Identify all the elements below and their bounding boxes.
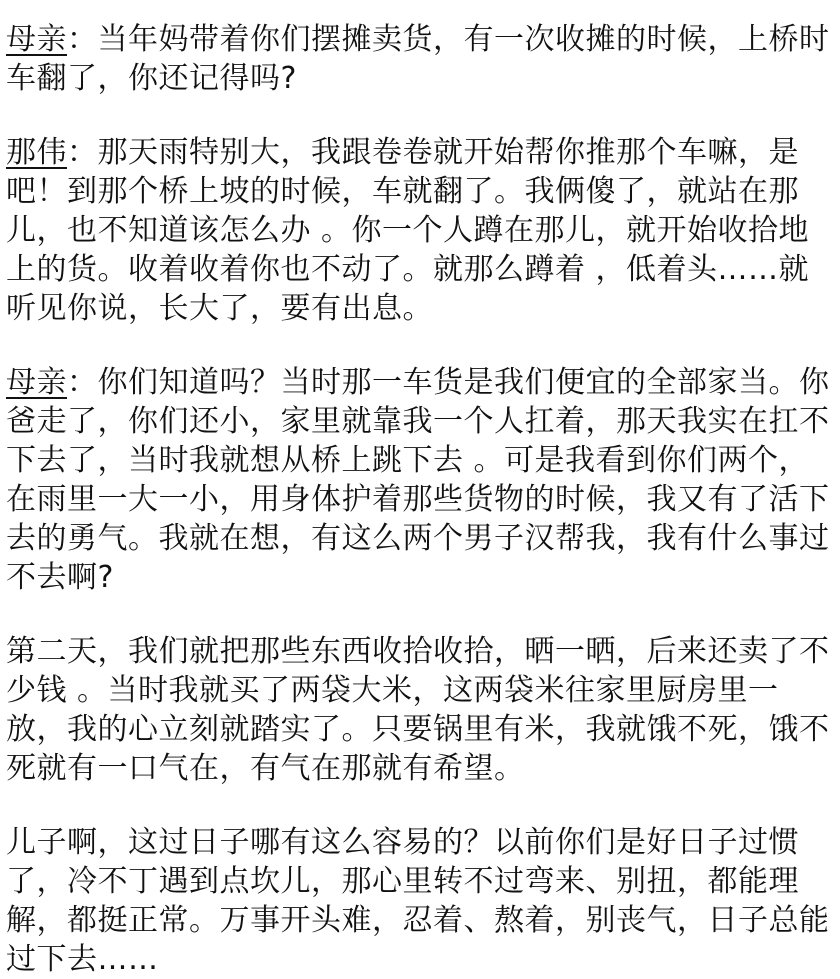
speaker-label: 母亲 <box>6 365 67 400</box>
paragraph-text: ：你们知道吗？当时那一车货是我们便宜的全部家当。你爸走了，你们还小，家里就靠我一个人扛着，那天我实在扛不下去了，当时我就想从桥上跳下去 。可是我看到你们两个，在雨里一大一小，用身体护着那些货物的时候，我又有了活下去的勇气。我就在想，有这么两个男子汉帮我，我有什么事过不去啊? <box>6 365 830 595</box>
paragraph-text: 儿子啊，这过日子哪有这么容易的？以前你们是好日子过惯了，冷不丁遇到点坎儿，那心里转不过弯来、别扭，都能理解，都挺正常。万事开头难，忍着、熬着，别丧气，日子总能过下去…… <box>6 825 830 977</box>
paragraph-mother-1 <box>6 20 832 98</box>
dialogue-document <box>6 20 832 979</box>
paragraph-text: 第二天，我们就把那些东西收拾收拾，晒一晒，后来还卖了不少钱 。当时我就买了两袋大米，这两袋米往家里厨房里一放，我的心立刻就踏实了。只要锅里有米，我就饿不死，饿不死就有一口气在，有气在那就有希望。 <box>6 634 830 786</box>
paragraph-text: ：当年妈带着你们摆摊卖货，有一次收摊的时候，上桥时车翻了，你还记得吗? <box>6 22 830 96</box>
speaker-label: 母亲 <box>6 22 67 57</box>
paragraph-son <box>6 823 832 979</box>
paragraph-next-day <box>6 632 832 788</box>
paragraph-mother-2 <box>6 363 832 597</box>
paragraph-text: ：那天雨特别大，我跟卷卷就开始帮你推那个车嘛，是吧！到那个桥上坡的时候，车就翻了。我俩傻了，就站在那儿，也不知道该怎么办 。你一个人蹲在那儿，就开始收拾地上的货。收着收着你也不动了。就那么蹲着 ，低着头……就听见你说，长大了，要有出息。 <box>6 135 810 326</box>
paragraph-nawei <box>6 133 832 328</box>
speaker-label: 那伟 <box>6 135 67 170</box>
